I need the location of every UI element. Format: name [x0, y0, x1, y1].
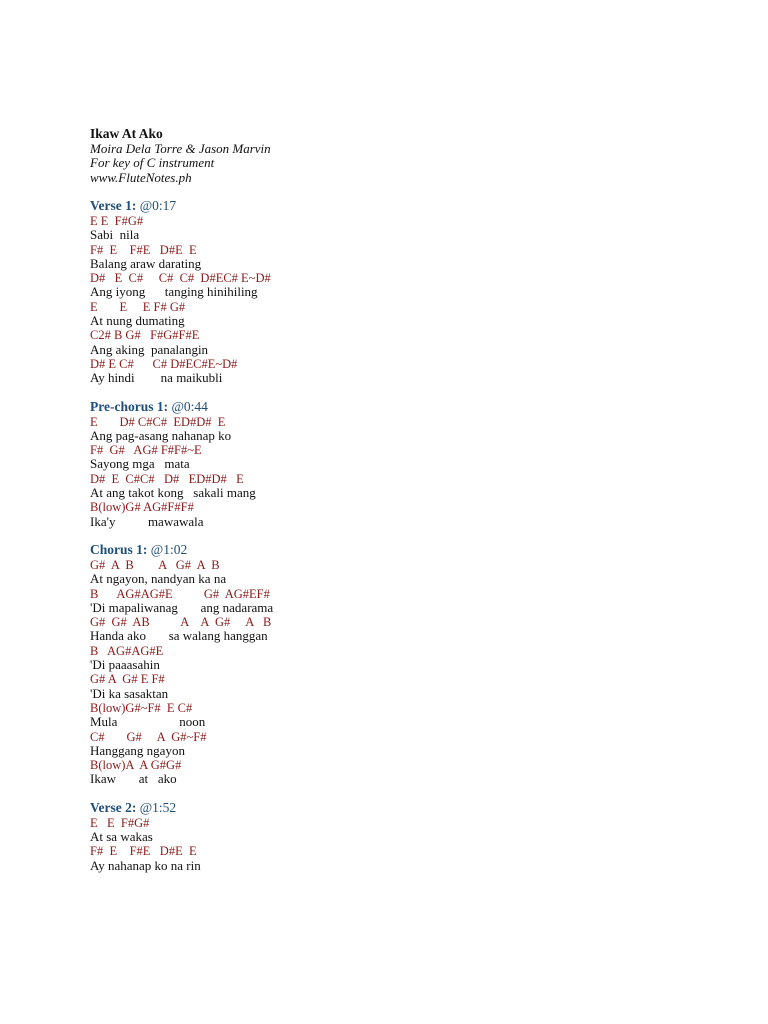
note-lyric-pair: [90, 615, 690, 644]
section-timestamp: @1:52: [139, 799, 177, 815]
note-lyric-pair: [90, 587, 690, 616]
note-lyric-pair: [90, 357, 690, 386]
lyric-line: At ang takot kong sakali mang: [90, 485, 256, 501]
section-timestamp: @0:44: [171, 398, 208, 414]
key-info: For key of C instrument: [90, 155, 215, 170]
note-line: G# A G# E F#: [90, 672, 165, 687]
note-line: C# G# A G#~F#: [90, 729, 207, 744]
note-line: E E F#G#: [90, 214, 144, 228]
lyric-line: Ay hindi na maikubli: [90, 370, 223, 386]
note-line: F# G# AG# F#F#~E: [90, 443, 202, 458]
section: [90, 800, 690, 873]
note-lyric-pair: [90, 243, 690, 272]
lyric-line: 'Di paaasahin: [90, 657, 160, 673]
note-line: B(low)G# AG#F#F#: [90, 500, 194, 515]
note-line: F# E F#E D#E E: [90, 844, 197, 859]
note-lyric-pair: [90, 500, 690, 529]
section-heading: [90, 800, 690, 816]
note-line: B AG#AG#E G# AG#EF#: [90, 586, 270, 601]
note-line: G# G# AB A A G# A B: [90, 615, 272, 630]
note-line: E E E F# G#: [90, 299, 186, 314]
lyric-line: Ang iyong tanging hinihiling: [90, 284, 258, 300]
note-lyric-pair: [90, 214, 690, 243]
note-line: E E F#G#: [90, 815, 150, 830]
note-line: D# E C# C# C# D#EC# E~D#: [90, 271, 271, 286]
note-line: C2# B G# F#G#F#E: [90, 328, 200, 343]
note-line: B(low)A A G#G#: [90, 758, 182, 773]
note-line: D# E C# C# D#EC#E~D#: [90, 356, 238, 371]
lyric-line: Ika'y mawawala: [90, 513, 204, 529]
song-title: Ikaw At Ako: [90, 126, 163, 141]
section: [90, 399, 690, 529]
note-lyric-pair: [90, 672, 690, 701]
lyric-line: Ikaw at ako: [90, 771, 177, 787]
note-lyric-pair: [90, 300, 690, 329]
note-line: E D# C#C# ED#D# E: [90, 414, 226, 429]
section: [90, 198, 690, 386]
note-line: F# E F#E D#E E: [90, 242, 197, 257]
note-lyric-pair: [90, 844, 690, 873]
note-lyric-pair: [90, 730, 690, 759]
note-lyric-pair: [90, 415, 690, 444]
section-name: Verse 2:: [90, 799, 137, 815]
lyric-line: At sa wakas: [90, 828, 153, 844]
song-sheet: [90, 127, 690, 873]
note-lyric-pair: [90, 558, 690, 587]
section-name: Pre-chorus 1:: [90, 398, 169, 414]
note-lyric-pair: [90, 816, 690, 845]
section: [90, 542, 690, 787]
section-name: Verse 1:: [90, 198, 137, 213]
song-sections: [90, 198, 690, 873]
section-name: Chorus 1:: [90, 541, 148, 557]
note-line: G# A B A G# A B: [90, 557, 220, 572]
section-heading: [90, 542, 690, 558]
note-lyric-pair: [90, 758, 690, 787]
lyric-line: At nung dumating: [90, 313, 185, 329]
section-timestamp: @0:17: [139, 198, 177, 213]
lyric-line: Sabi nila: [90, 227, 140, 243]
lyric-line: Sayong mga mata: [90, 456, 190, 472]
note-lyric-pair: [90, 644, 690, 673]
lyric-line: Ang aking panalangin: [90, 341, 209, 357]
lyric-line: Mula noon: [90, 714, 206, 730]
note-lyric-pair: [90, 472, 690, 501]
website-text: www.FluteNotes.ph: [90, 169, 192, 185]
note-lyric-pair: [90, 701, 690, 730]
lyric-line: Handa ako sa walang hanggan: [90, 628, 268, 644]
note-lyric-pair: [90, 443, 690, 472]
section-timestamp: @1:02: [150, 541, 188, 557]
note-lyric-pair: [90, 328, 690, 357]
note-lyric-pair: [90, 271, 690, 300]
note-line: B(low)G#~F# E C#: [90, 700, 193, 715]
lyric-line: At ngayon, nandyan ka na: [90, 571, 227, 587]
lyric-line: Balang araw darating: [90, 255, 202, 271]
section-heading: [90, 399, 690, 415]
lyric-line: 'Di mapaliwanag ang nadarama: [90, 599, 274, 615]
song-artist: Moira Dela Torre & Jason Marvin: [90, 140, 271, 156]
section-heading: [90, 198, 690, 214]
lyric-line: 'Di ka sasaktan: [90, 685, 169, 701]
note-line: D# E C#C# D# ED#D# E: [90, 471, 244, 486]
lyric-line: Hanggang ngayon: [90, 742, 185, 758]
lyric-line: Ang pag-asang nahanap ko: [90, 427, 232, 443]
lyric-line: Ay nahanap ko na rin: [90, 857, 201, 873]
note-line: B AG#AG#E: [90, 643, 164, 658]
